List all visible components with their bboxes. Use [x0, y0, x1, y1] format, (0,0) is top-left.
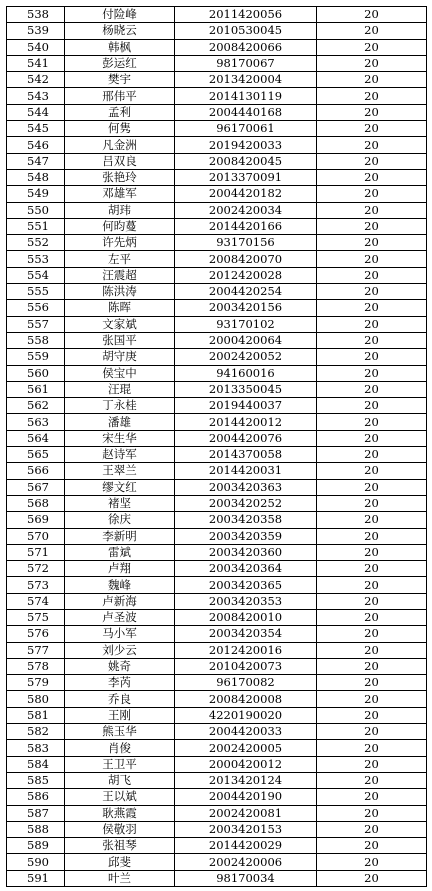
name-cell: 乔良 — [65, 691, 175, 707]
score-cell: 20 — [317, 72, 427, 88]
score-cell: 20 — [317, 39, 427, 55]
id-number-cell: 2002420005 — [175, 740, 317, 756]
row-number-cell: 542 — [7, 72, 65, 88]
score-cell: 20 — [317, 463, 427, 479]
id-number-cell: 2014420031 — [175, 463, 317, 479]
score-cell: 20 — [317, 153, 427, 169]
score-cell: 20 — [317, 121, 427, 137]
table-row — [7, 121, 427, 137]
score-cell: 20 — [317, 707, 427, 723]
score-cell: 20 — [317, 284, 427, 300]
score-cell: 20 — [317, 626, 427, 642]
table-row — [7, 251, 427, 267]
table-row — [7, 235, 427, 251]
id-number-cell: 94160016 — [175, 365, 317, 381]
id-number-cell: 2004420076 — [175, 430, 317, 446]
score-cell: 20 — [317, 528, 427, 544]
row-number-cell: 569 — [7, 512, 65, 528]
id-number-cell: 2004420254 — [175, 284, 317, 300]
name-cell: 魏峰 — [65, 577, 175, 593]
score-cell: 20 — [317, 447, 427, 463]
table-row — [7, 55, 427, 71]
id-number-cell: 2004420182 — [175, 186, 317, 202]
name-cell: 王翠兰 — [65, 463, 175, 479]
table-row — [7, 381, 427, 397]
name-cell: 徐庆 — [65, 512, 175, 528]
score-cell: 20 — [317, 332, 427, 348]
score-cell: 20 — [317, 838, 427, 854]
id-number-cell: 2014420029 — [175, 838, 317, 854]
table-row — [7, 202, 427, 218]
id-number-cell: 2008420010 — [175, 609, 317, 625]
id-number-cell: 2013370091 — [175, 169, 317, 185]
row-number-cell: 549 — [7, 186, 65, 202]
id-number-cell: 2002420052 — [175, 349, 317, 365]
row-number-cell: 545 — [7, 121, 65, 137]
score-cell: 20 — [317, 88, 427, 104]
id-number-cell: 2003420252 — [175, 495, 317, 511]
row-number-cell: 555 — [7, 284, 65, 300]
id-number-cell: 2004420190 — [175, 789, 317, 805]
table-row — [7, 854, 427, 870]
name-cell: 褚坚 — [65, 495, 175, 511]
name-cell: 汪琨 — [65, 381, 175, 397]
name-cell: 张艳玲 — [65, 169, 175, 185]
table-row — [7, 609, 427, 625]
row-number-cell: 578 — [7, 658, 65, 674]
name-cell: 许先炳 — [65, 235, 175, 251]
score-cell: 20 — [317, 398, 427, 414]
score-cell: 20 — [317, 675, 427, 691]
score-cell: 20 — [317, 740, 427, 756]
row-number-cell: 561 — [7, 381, 65, 397]
name-cell: 刘少云 — [65, 642, 175, 658]
score-cell: 20 — [317, 23, 427, 39]
name-cell: 肖俊 — [65, 740, 175, 756]
row-number-cell: 564 — [7, 430, 65, 446]
score-cell: 20 — [317, 756, 427, 772]
score-cell: 20 — [317, 251, 427, 267]
table-row — [7, 740, 427, 756]
name-cell: 潘雄 — [65, 414, 175, 430]
id-number-cell: 2003420153 — [175, 821, 317, 837]
id-number-cell: 2019440037 — [175, 398, 317, 414]
name-cell: 何隽 — [65, 121, 175, 137]
row-number-cell: 576 — [7, 626, 65, 642]
row-number-cell: 568 — [7, 495, 65, 511]
name-cell: 叶兰 — [65, 870, 175, 886]
table-row — [7, 72, 427, 88]
table-row — [7, 675, 427, 691]
score-cell: 20 — [317, 577, 427, 593]
score-cell: 20 — [317, 561, 427, 577]
table-row — [7, 447, 427, 463]
table-row — [7, 691, 427, 707]
row-number-cell: 574 — [7, 593, 65, 609]
table-row — [7, 88, 427, 104]
score-cell: 20 — [317, 772, 427, 788]
row-number-cell: 550 — [7, 202, 65, 218]
row-number-cell: 570 — [7, 528, 65, 544]
row-number-cell: 556 — [7, 300, 65, 316]
id-number-cell: 96170061 — [175, 121, 317, 137]
table-row — [7, 153, 427, 169]
name-cell: 孟利 — [65, 104, 175, 120]
table-row — [7, 789, 427, 805]
id-number-cell: 2014370058 — [175, 447, 317, 463]
row-number-cell: 577 — [7, 642, 65, 658]
name-cell: 何昀蔓 — [65, 218, 175, 234]
name-cell: 雷斌 — [65, 544, 175, 560]
table-row — [7, 658, 427, 674]
row-number-cell: 591 — [7, 870, 65, 886]
name-cell: 王以斌 — [65, 789, 175, 805]
table-row — [7, 593, 427, 609]
row-number-cell: 573 — [7, 577, 65, 593]
row-number-cell: 547 — [7, 153, 65, 169]
row-number-cell: 586 — [7, 789, 65, 805]
name-cell: 吕双良 — [65, 153, 175, 169]
row-number-cell: 565 — [7, 447, 65, 463]
roster-table-body — [7, 7, 427, 887]
id-number-cell: 2004420033 — [175, 724, 317, 740]
score-cell: 20 — [317, 821, 427, 837]
row-number-cell: 579 — [7, 675, 65, 691]
table-row — [7, 544, 427, 560]
table-row — [7, 512, 427, 528]
score-cell: 20 — [317, 7, 427, 23]
score-cell: 20 — [317, 724, 427, 740]
score-cell: 20 — [317, 169, 427, 185]
name-cell: 胡守庚 — [65, 349, 175, 365]
name-cell: 樊宇 — [65, 72, 175, 88]
table-row — [7, 821, 427, 837]
table-row — [7, 332, 427, 348]
score-cell: 20 — [317, 870, 427, 886]
score-cell: 20 — [317, 691, 427, 707]
table-row — [7, 577, 427, 593]
table-row — [7, 463, 427, 479]
score-cell: 20 — [317, 202, 427, 218]
row-number-cell: 587 — [7, 805, 65, 821]
row-number-cell: 543 — [7, 88, 65, 104]
id-number-cell: 2010420073 — [175, 658, 317, 674]
score-cell: 20 — [317, 349, 427, 365]
id-number-cell: 2008420045 — [175, 153, 317, 169]
name-cell: 邱斐 — [65, 854, 175, 870]
row-number-cell: 580 — [7, 691, 65, 707]
id-number-cell: 2003420365 — [175, 577, 317, 593]
name-cell: 侯宝中 — [65, 365, 175, 381]
score-cell: 20 — [317, 55, 427, 71]
table-row — [7, 267, 427, 283]
row-number-cell: 571 — [7, 544, 65, 560]
id-number-cell: 2014420166 — [175, 218, 317, 234]
table-row — [7, 7, 427, 23]
score-cell: 20 — [317, 495, 427, 511]
id-number-cell: 2002420034 — [175, 202, 317, 218]
score-cell: 20 — [317, 789, 427, 805]
table-row — [7, 39, 427, 55]
table-row — [7, 218, 427, 234]
id-number-cell: 2003420363 — [175, 479, 317, 495]
name-cell: 凡金洲 — [65, 137, 175, 153]
id-number-cell: 2003420364 — [175, 561, 317, 577]
id-number-cell: 2012420016 — [175, 642, 317, 658]
name-cell: 汪震超 — [65, 267, 175, 283]
id-number-cell: 2002420081 — [175, 805, 317, 821]
name-cell: 付险峰 — [65, 7, 175, 23]
row-number-cell: 553 — [7, 251, 65, 267]
id-number-cell: 2000420064 — [175, 332, 317, 348]
row-number-cell: 544 — [7, 104, 65, 120]
score-cell: 20 — [317, 642, 427, 658]
id-number-cell: 96170082 — [175, 675, 317, 691]
name-cell: 左平 — [65, 251, 175, 267]
id-number-cell: 2003420156 — [175, 300, 317, 316]
table-row — [7, 626, 427, 642]
id-number-cell: 2014420012 — [175, 414, 317, 430]
table-row — [7, 300, 427, 316]
table-row — [7, 398, 427, 414]
name-cell: 李新明 — [65, 528, 175, 544]
table-row — [7, 284, 427, 300]
score-cell: 20 — [317, 137, 427, 153]
row-number-cell: 589 — [7, 838, 65, 854]
id-number-cell: 2003420358 — [175, 512, 317, 528]
table-row — [7, 316, 427, 332]
table-row — [7, 169, 427, 185]
name-cell: 侯敬羽 — [65, 821, 175, 837]
row-number-cell: 572 — [7, 561, 65, 577]
score-cell: 20 — [317, 316, 427, 332]
name-cell: 卢圣波 — [65, 609, 175, 625]
score-cell: 20 — [317, 658, 427, 674]
row-number-cell: 584 — [7, 756, 65, 772]
id-number-cell: 98170067 — [175, 55, 317, 71]
name-cell: 姚奇 — [65, 658, 175, 674]
id-number-cell: 2019420033 — [175, 137, 317, 153]
table-row — [7, 479, 427, 495]
id-number-cell: 2003420359 — [175, 528, 317, 544]
row-number-cell: 588 — [7, 821, 65, 837]
row-number-cell: 541 — [7, 55, 65, 71]
row-number-cell: 551 — [7, 218, 65, 234]
row-number-cell: 540 — [7, 39, 65, 55]
name-cell: 张祖琴 — [65, 838, 175, 854]
name-cell: 邢伟平 — [65, 88, 175, 104]
row-number-cell: 552 — [7, 235, 65, 251]
row-number-cell: 566 — [7, 463, 65, 479]
id-number-cell: 2013350045 — [175, 381, 317, 397]
table-row — [7, 838, 427, 854]
row-number-cell: 557 — [7, 316, 65, 332]
table-row — [7, 805, 427, 821]
table-row — [7, 707, 427, 723]
table-row — [7, 414, 427, 430]
score-cell: 20 — [317, 365, 427, 381]
name-cell: 胡飞 — [65, 772, 175, 788]
name-cell: 韩枫 — [65, 39, 175, 55]
row-number-cell: 546 — [7, 137, 65, 153]
row-number-cell: 585 — [7, 772, 65, 788]
id-number-cell: 93170156 — [175, 235, 317, 251]
name-cell: 邓雄军 — [65, 186, 175, 202]
row-number-cell: 563 — [7, 414, 65, 430]
id-number-cell: 98170034 — [175, 870, 317, 886]
id-number-cell: 2013420004 — [175, 72, 317, 88]
score-cell: 20 — [317, 235, 427, 251]
score-cell: 20 — [317, 854, 427, 870]
table-row — [7, 495, 427, 511]
id-number-cell: 2002420006 — [175, 854, 317, 870]
id-number-cell: 4220190020 — [175, 707, 317, 723]
row-number-cell: 582 — [7, 724, 65, 740]
row-number-cell: 539 — [7, 23, 65, 39]
score-cell: 20 — [317, 186, 427, 202]
row-number-cell: 583 — [7, 740, 65, 756]
name-cell: 缪文红 — [65, 479, 175, 495]
name-cell: 丁永桂 — [65, 398, 175, 414]
name-cell: 马小军 — [65, 626, 175, 642]
table-row — [7, 104, 427, 120]
table-row — [7, 528, 427, 544]
score-cell: 20 — [317, 609, 427, 625]
score-cell: 20 — [317, 104, 427, 120]
name-cell: 张国平 — [65, 332, 175, 348]
table-row — [7, 870, 427, 886]
id-number-cell: 2012420028 — [175, 267, 317, 283]
score-cell: 20 — [317, 544, 427, 560]
roster-table — [6, 6, 427, 887]
table-row — [7, 561, 427, 577]
id-number-cell: 2008420066 — [175, 39, 317, 55]
id-number-cell: 2010530045 — [175, 23, 317, 39]
row-number-cell: 538 — [7, 7, 65, 23]
table-row — [7, 724, 427, 740]
score-cell: 20 — [317, 414, 427, 430]
row-number-cell: 548 — [7, 169, 65, 185]
score-cell: 20 — [317, 300, 427, 316]
id-number-cell: 2008420070 — [175, 251, 317, 267]
name-cell: 李芮 — [65, 675, 175, 691]
name-cell: 胡玮 — [65, 202, 175, 218]
name-cell: 文家斌 — [65, 316, 175, 332]
name-cell: 卢新海 — [65, 593, 175, 609]
row-number-cell: 590 — [7, 854, 65, 870]
id-number-cell: 2004440168 — [175, 104, 317, 120]
table-row — [7, 137, 427, 153]
name-cell: 陈晖 — [65, 300, 175, 316]
id-number-cell: 2000420012 — [175, 756, 317, 772]
id-number-cell: 2003420354 — [175, 626, 317, 642]
row-number-cell: 567 — [7, 479, 65, 495]
score-cell: 20 — [317, 430, 427, 446]
table-row — [7, 349, 427, 365]
name-cell: 彭运红 — [65, 55, 175, 71]
row-number-cell: 559 — [7, 349, 65, 365]
name-cell: 陈洪涛 — [65, 284, 175, 300]
table-row — [7, 186, 427, 202]
table-row — [7, 642, 427, 658]
id-number-cell: 2014130119 — [175, 88, 317, 104]
name-cell: 赵诗军 — [65, 447, 175, 463]
table-row — [7, 772, 427, 788]
name-cell: 王卫平 — [65, 756, 175, 772]
name-cell: 耿燕霞 — [65, 805, 175, 821]
name-cell: 王刚 — [65, 707, 175, 723]
table-row — [7, 430, 427, 446]
row-number-cell: 562 — [7, 398, 65, 414]
row-number-cell: 575 — [7, 609, 65, 625]
id-number-cell: 2011420056 — [175, 7, 317, 23]
id-number-cell: 2003420353 — [175, 593, 317, 609]
table-row — [7, 756, 427, 772]
id-number-cell: 2003420360 — [175, 544, 317, 560]
name-cell: 宋生华 — [65, 430, 175, 446]
name-cell: 卢翔 — [65, 561, 175, 577]
score-cell: 20 — [317, 267, 427, 283]
id-number-cell: 93170102 — [175, 316, 317, 332]
table-row — [7, 23, 427, 39]
score-cell: 20 — [317, 218, 427, 234]
score-cell: 20 — [317, 381, 427, 397]
name-cell: 杨晓云 — [65, 23, 175, 39]
row-number-cell: 560 — [7, 365, 65, 381]
score-cell: 20 — [317, 512, 427, 528]
row-number-cell: 558 — [7, 332, 65, 348]
score-cell: 20 — [317, 805, 427, 821]
row-number-cell: 581 — [7, 707, 65, 723]
id-number-cell: 2008420008 — [175, 691, 317, 707]
score-cell: 20 — [317, 479, 427, 495]
id-number-cell: 2013420124 — [175, 772, 317, 788]
table-row — [7, 365, 427, 381]
row-number-cell: 554 — [7, 267, 65, 283]
score-cell: 20 — [317, 593, 427, 609]
name-cell: 熊玉华 — [65, 724, 175, 740]
